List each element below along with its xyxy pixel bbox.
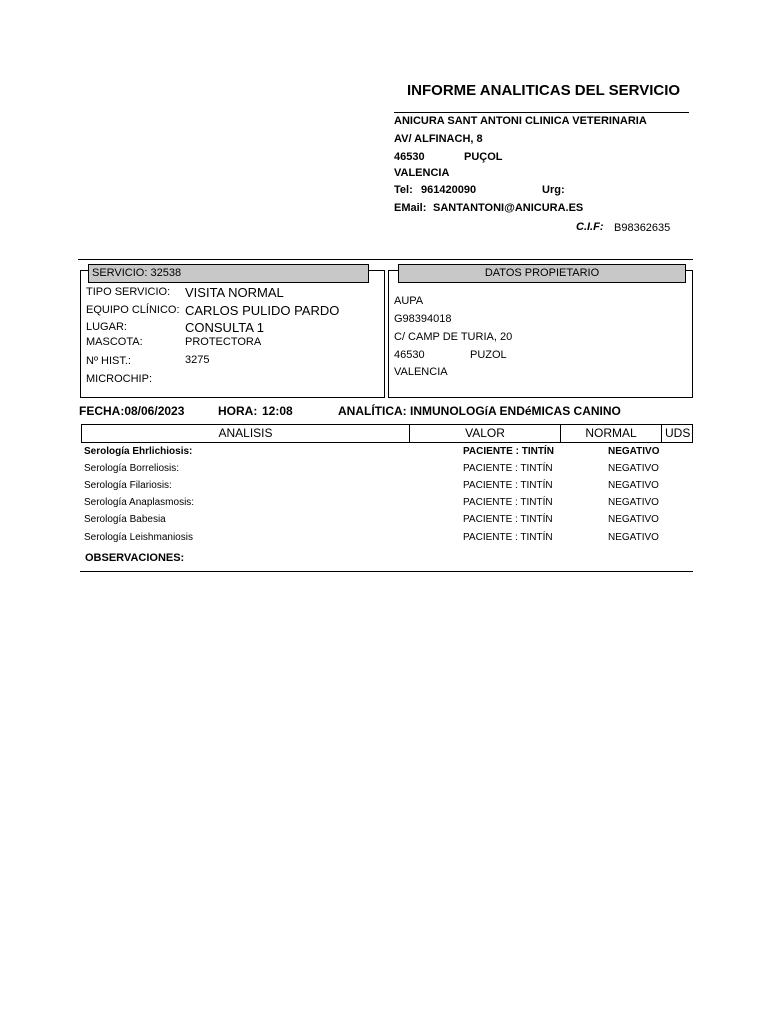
analysis-normal: NEGATIVO (608, 446, 660, 457)
service-header (88, 264, 369, 283)
place-label: LUGAR: (86, 321, 127, 333)
analysis-normal: NEGATIVO (608, 514, 659, 525)
clinic-email-label: EMail: (394, 202, 427, 214)
owner-province: VALENCIA (394, 366, 448, 378)
col-header-normal (560, 424, 662, 443)
col-header-analisis-label: ANALISIS (218, 426, 273, 440)
microchip-label: MICROCHIP: (86, 373, 152, 385)
report-date: FECHA:08/06/2023 (79, 404, 185, 418)
owner-city: PUZOL (470, 349, 507, 361)
col-header-normal-label: NORMAL (585, 426, 637, 440)
analysis-normal: NEGATIVO (608, 532, 659, 543)
clinical-team-label: EQUIPO CLÍNICO: (86, 304, 180, 316)
clinic-urg-label: Urg: (542, 184, 565, 196)
analysis-name: Serología Babesia (84, 514, 166, 525)
analysis-value: PACIENTE : TINTÍN (463, 480, 553, 491)
col-header-analisis (81, 424, 410, 443)
report-title: INFORME ANALITICAS DEL SERVICIO (407, 82, 681, 99)
service-type-value: VISITA NORMAL (185, 285, 284, 300)
analysis-value: PACIENTE : TINTÍN (463, 446, 554, 457)
clinic-tel-label: Tel: (394, 184, 413, 196)
clinic-cif-label: C.I.F: (576, 221, 604, 233)
col-header-uds-label: UDS (665, 426, 691, 440)
analysis-value: PACIENTE : TINTÍN (463, 514, 553, 525)
observations-label: OBSERVACIONES: (85, 552, 185, 564)
clinic-address: AV/ ALFINACH, 8 (394, 133, 483, 145)
analysis-name: Serología Leishmaniosis (84, 532, 193, 543)
place-value: CONSULTA 1 (185, 320, 264, 335)
analysis-value: PACIENTE : TINTÍN (463, 532, 553, 543)
pet-value: PROTECTORA (185, 336, 262, 348)
col-header-uds (661, 424, 693, 443)
clinic-postal-code: 46530 (394, 151, 425, 163)
analysis-normal: NEGATIVO (608, 497, 659, 508)
owner-address: C/ CAMP DE TURIA, 20 (394, 331, 513, 343)
owner-header (398, 264, 686, 283)
clinic-tel: 961420090 (421, 184, 477, 196)
analysis-value: PACIENTE : TINTÍN (463, 497, 553, 508)
clinic-city: PUÇOL (464, 151, 503, 163)
analysis-value: PACIENTE : TINTÍN (463, 463, 553, 474)
title-divider (394, 112, 689, 113)
analysis-normal: NEGATIVO (608, 480, 659, 491)
section-divider (78, 259, 693, 260)
analysis-name: Serología Ehrlichiosis: (84, 446, 193, 457)
owner-id: G98394018 (394, 313, 452, 325)
clinical-team-value: CARLOS PULIDO PARDO (185, 303, 340, 318)
service-type-label: TIPO SERVICIO: (86, 286, 171, 298)
analysis-name: Serología Filariosis: (84, 480, 172, 491)
owner-postal-code: 46530 (394, 349, 425, 361)
clinic-province: VALENCIA (394, 167, 450, 179)
analysis-name: Serología Borreliosis: (84, 463, 180, 474)
analysis-normal: NEGATIVO (608, 463, 659, 474)
col-header-valor (409, 424, 561, 443)
col-header-valor-label: VALOR (465, 426, 505, 440)
bottom-divider (80, 571, 693, 572)
report-time-label: HORA: (218, 404, 258, 418)
owner-header-label: DATOS PROPIETARIO (484, 267, 600, 279)
owner-name: AUPA (394, 295, 424, 307)
clinic-cif: B98362635 (614, 222, 671, 234)
clinic-name: ANICURA SANT ANTONI CLINICA VETERINARIA (394, 115, 647, 127)
service-header-label: SERVICIO: 32538 (92, 267, 182, 279)
history-number-label: Nº HIST.: (86, 355, 131, 367)
history-number-value: 3275 (185, 354, 210, 366)
pet-label: MASCOTA: (86, 336, 143, 348)
analysis-name: Serología Anaplasmosis: (84, 497, 195, 508)
analysis-type: ANALÍTICA: INMUNOLOGíA ENDéMICAS CANINO (338, 404, 621, 418)
clinic-email: SANTANTONI@ANICURA.ES (433, 202, 584, 214)
report-time: 12:08 (262, 404, 293, 418)
